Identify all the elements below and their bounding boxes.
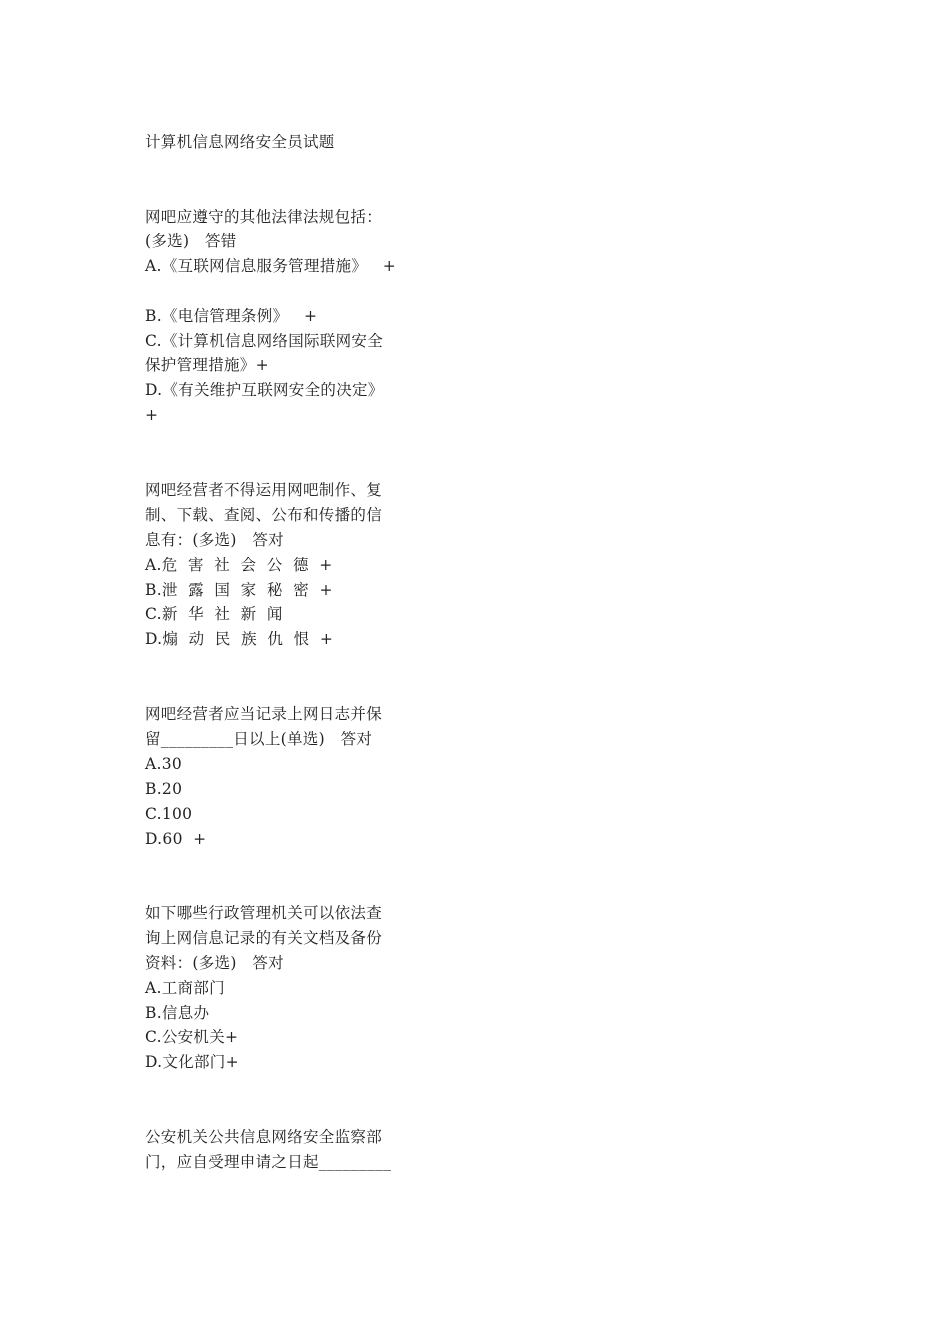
question-3-option-b: B.20 — [145, 780, 183, 798]
question-3-option-a: A.30 — [145, 755, 183, 773]
question-1-option-b: B.《电信管理条例》 + — [145, 307, 318, 325]
question-1-text-line-2: (多选) 答错 — [145, 232, 237, 250]
question-2-text-line-3: 息有：(多选) 答对 — [145, 531, 284, 549]
question-4-option-b: B.信息办 — [145, 1004, 210, 1022]
question-3-option-c: C.100 — [145, 805, 193, 823]
question-1-option-c-continued: 保护管理措施》+ — [145, 356, 269, 374]
question-4-text-line-2: 询上网信息记录的有关文档及备份 — [145, 929, 383, 947]
question-2-text-line-2: 制、下载、查阅、公布和传播的信 — [145, 506, 383, 524]
question-3-option-d: D.60 + — [145, 830, 207, 848]
question-1-option-d-mark: + — [145, 406, 159, 424]
question-1-option-a: A.《互联网信息服务管理措施》 + — [145, 257, 397, 275]
question-1-option-c: C.《计算机信息网络国际联网安全 — [145, 332, 384, 350]
question-3-text-line-1: 网吧经营者应当记录上网日志并保 — [145, 705, 383, 723]
question-5-text-line-2: 门，应自受理申请之日起_________ — [145, 1153, 392, 1171]
question-4-option-a: A.工商部门 — [145, 979, 225, 997]
question-4-option-c: C.公安机关+ — [145, 1028, 239, 1046]
question-5-text-line-1: 公安机关公共信息网络安全监察部 — [145, 1128, 383, 1146]
question-3-text-line-2: 留_________日以上(单选) 答对 — [145, 730, 373, 748]
question-2-text-line-1: 网吧经营者不得运用网吧制作、复 — [145, 481, 383, 499]
question-4-text-line-1: 如下哪些行政管理机关可以依法查 — [145, 904, 383, 922]
question-2-option-d: D.煽 动 民 族 仇 恨 + — [145, 630, 334, 648]
document-title: 计算机信息网络安全员试题 — [145, 133, 335, 151]
question-2-option-a: A.危 害 社 会 公 德 + — [145, 556, 333, 574]
question-1-text-line-1: 网吧应遵守的其他法律法规包括： — [145, 208, 383, 226]
question-2-option-b: B.泄 露 国 家 秘 密 + — [145, 581, 333, 599]
question-2-option-c: C.新 华 社 新 闻 — [145, 605, 283, 623]
question-4-text-line-3: 资料：(多选) 答对 — [145, 954, 284, 972]
question-4-option-d: D.文化部门+ — [145, 1053, 239, 1071]
question-1-option-d: D.《有关维护互联网安全的决定》 — [145, 381, 384, 399]
